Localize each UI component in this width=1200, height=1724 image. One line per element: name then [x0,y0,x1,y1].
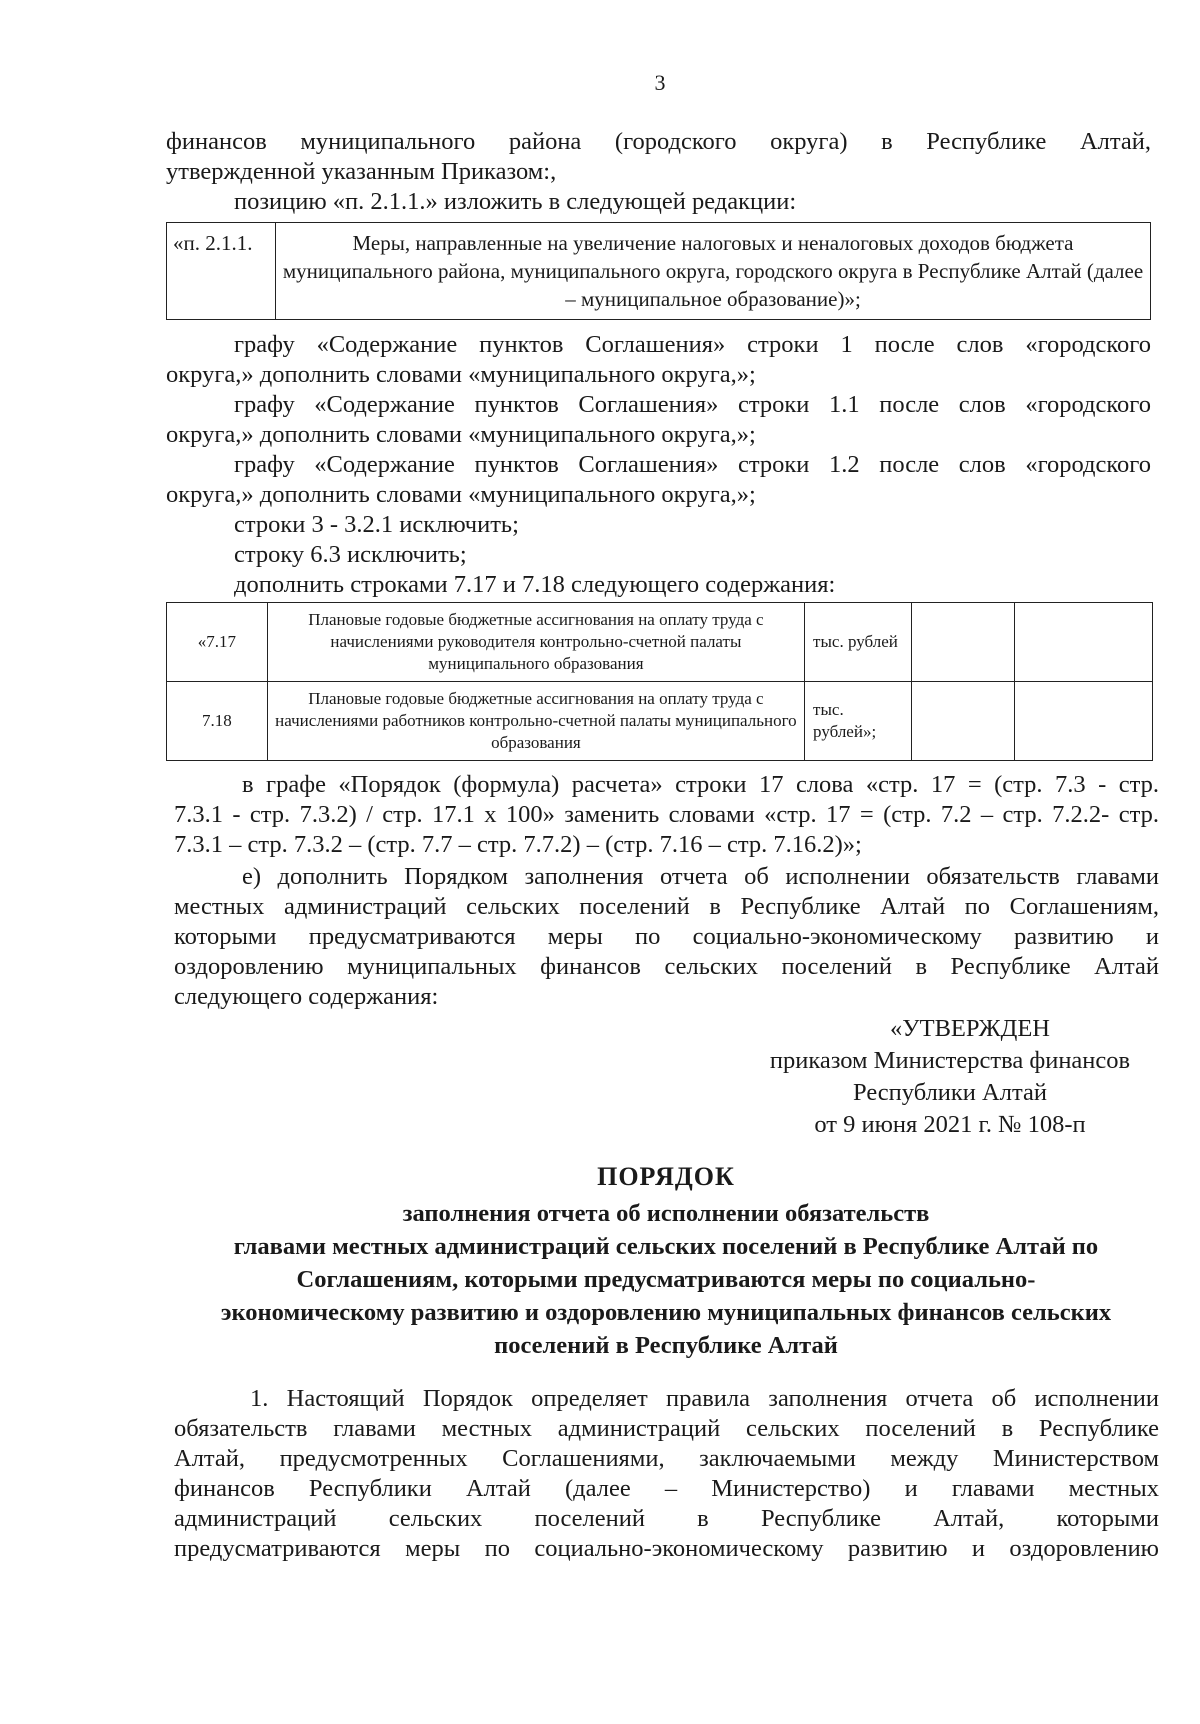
title-main: ПОРЯДОК [597,1162,735,1191]
item-e-line: е) дополнить Порядком заполнения отчета об исполнении обязательств главами [242,863,1159,890]
intro-line: позицию «п. 2.1.1.» изложить в следующей редакции: [234,188,797,215]
formula-line: 7.3.1 - стр. 7.3.2) / стр. 17.1 x 100» заменить словами «стр. 17 = (стр. 7.2 – стр. 7.2.2- стр. [174,801,1159,828]
formula-line: в графе «Порядок (формула) расчета» строки 17 слова «стр. 17 = (стр. 7.3 - стр. [242,771,1159,798]
approval-block [740,1013,1160,1141]
amendment-line: строки 3 - 3.2.1 исключить; [234,511,519,538]
intro-line: финансов муниципального района (городского округа) в Республике Алтай, [166,128,1151,155]
row-description: Плановые годовые бюджетные ассигнования на оплату труда с начислениями руководителя контрольно-счетной палаты муниципального образования [267,603,804,682]
amendment-line: графу «Содержание пунктов Соглашения» строки 1.2 после слов «городского [234,451,1151,478]
intro-paragraph [166,127,1151,217]
formula-paragraph [174,770,1159,860]
row-number: 7.18 [167,682,268,761]
item-e-line: которыми предусматриваются меры по социально-экономическому развитию и [174,923,1159,950]
position-text: Меры, направленные на увеличение налоговых и неналоговых доходов бюджета муниципального района, муниципального округа, городского округа в Республике Алтай (далее – муниципальное образование)»; [276,223,1151,320]
para1-line: 1. Настоящий Порядок определяет правила заполнения отчета об исполнении [250,1385,1159,1412]
approval-line: приказом Министерства финансов [769,1047,1131,1074]
title-line: заполнения отчета об исполнении обязательств [402,1200,930,1227]
empty-cell [1014,682,1153,761]
paragraph-1 [174,1384,1159,1564]
amendment-line: округа,» дополнить словами «муниципального округа,»; [166,481,756,508]
amendment-line: строку 6.3 исключить; [234,541,467,568]
empty-cell [911,682,1014,761]
item-e-paragraph [174,862,1159,1012]
approval-line: Республики Алтай [853,1079,1047,1106]
para1-line: обязательств главами местных администраций сельских поселений в Республике [174,1415,1159,1442]
row-number: «7.17 [167,603,268,682]
amendment-line: графу «Содержание пунктов Соглашения» строки 1.1 после слов «городского [234,391,1151,418]
title-line: главами местных администраций сельских поселений в Республике Алтай по [233,1233,1099,1260]
position-table [166,222,1151,320]
row-unit: тыс. рублей»; [805,682,912,761]
empty-cell [911,603,1014,682]
para1-line: предусматриваются меры по социально-экономическому развитию и оздоровлению [174,1535,1159,1562]
document-title [166,1160,1166,1362]
amendment-line: графу «Содержание пунктов Соглашения» строки 1 после слов «городского [234,331,1151,358]
intro-line: утвержденной указанным Приказом:, [166,158,557,185]
para1-line: Алтай, предусмотренных Соглашениями, заключаемыми между Министерством [174,1445,1159,1472]
table-row [167,603,1153,682]
title-line: экономическому развитию и оздоровлению муниципальных финансов сельских [220,1299,1112,1326]
amendment-line: округа,» дополнить словами «муниципального округа,»; [166,421,756,448]
amendment-line: дополнить строками 7.17 и 7.18 следующего содержания: [234,571,836,598]
approval-line: «УТВЕРЖДЕН [890,1015,1050,1042]
item-e-line: оздоровлению муниципальных финансов сельских поселений в Республике Алтай [174,953,1159,980]
item-e-line: местных администраций сельских поселений в Республике Алтай по Соглашениям, [174,893,1159,920]
row-unit: тыс. рублей [805,603,912,682]
added-rows-table [166,602,1153,761]
title-line: поселений в Республике Алтай [494,1332,838,1359]
para1-line: финансов Республики Алтай (далее – Министерство) и главами местных [174,1475,1159,1502]
amendments-list [166,330,1151,600]
amendment-line: округа,» дополнить словами «муниципального округа,»; [166,361,756,388]
page-number: 3 [654,70,666,95]
empty-cell [1014,603,1153,682]
table-row [167,223,1151,320]
item-e-line: следующего содержания: [174,983,439,1010]
row-description: Плановые годовые бюджетные ассигнования на оплату труда с начислениями работников контрольно-счетной палаты муниципального образования [267,682,804,761]
para1-line: администраций сельских поселений в Республике Алтай, которыми [174,1505,1159,1532]
formula-line: 7.3.1 – стр. 7.3.2 – (стр. 7.7 – стр. 7.7.2) – (стр. 7.16 – стр. 7.16.2)»; [174,831,862,858]
table-row [167,682,1153,761]
position-number: «п. 2.1.1. [167,223,276,320]
title-line: Соглашениям, которыми предусматриваются меры по социально- [296,1266,1036,1293]
approval-line: от 9 июня 2021 г. № 108-п [814,1111,1086,1138]
